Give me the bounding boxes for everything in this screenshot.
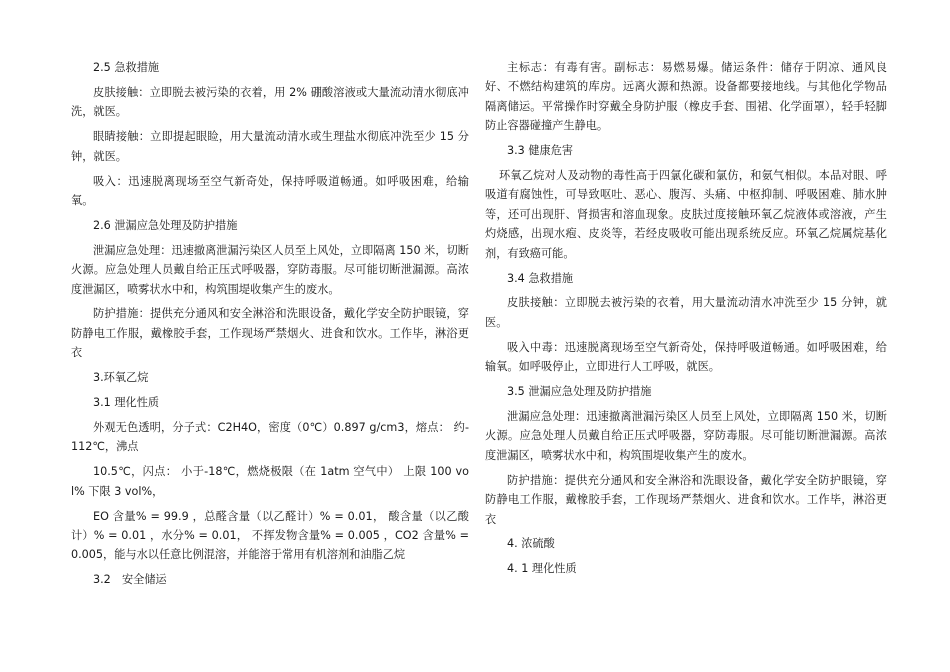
paragraph: 眼睛接触：立即提起眼睑，用大量流动清水或生理盐水彻底冲洗至少 15 分钟，就医。 bbox=[71, 130, 469, 163]
section-heading: 3.3 健康危害 bbox=[507, 144, 574, 158]
section-heading: 2.6 泄漏应急处理及防护措施 bbox=[93, 218, 238, 232]
section-heading: 4. 浓硫酸 bbox=[507, 537, 555, 551]
section-heading: 3.5 泄漏应急处理及防护措施 bbox=[507, 385, 652, 399]
paragraph: 主标志：有毒有害。副标志：易燃易爆。储运条件：储存于阴凉、通风良好、不燃结构建筑的库房。远离火源和热源。设备都要接地线。与其他化学物品隔离储运。平常操作时穿戴全身防护服（橡皮手套、围裙、化学面罩），轻手轻脚防止容器碰撞产生静电。 bbox=[485, 61, 887, 133]
paragraph: 防护措施：提供充分通风和安全淋浴和洗眼设备，戴化学安全防护眼镜，穿防静电工作服，戴橡胶手套，工作现场严禁烟火、进食和饮水。工作毕，淋浴更衣 bbox=[71, 307, 469, 360]
paragraph: 吸入：迅速脱离现场至空气新奇处，保持呼吸道畅通。如呼吸困难，给输氧。 bbox=[71, 174, 469, 207]
section-heading: 3.1 理化性质 bbox=[93, 396, 160, 410]
paragraph: 10.5℃，闪点： 小于-18℃，燃烧极限（在 1atm 空气中） 上限 100 vol% 下限 3 vol%， bbox=[71, 465, 469, 498]
section-heading: 3.环氧乙烷 bbox=[93, 371, 149, 385]
paragraph: 防护措施：提供充分通风和安全淋浴和洗眼设备，戴化学安全防护眼镜，穿防静电工作服，戴橡胶手套，工作现场严禁烟火、进食和饮水。工作毕，淋浴更衣 bbox=[485, 473, 887, 526]
paragraph: 外观无色透明，分子式：C2H4O，密度（0℃）0.897 g/cm3，熔点： 约-112℃，沸点 bbox=[71, 421, 469, 454]
section-heading: 2.5 急救措施 bbox=[93, 61, 160, 74]
paragraph: 皮肤接触：立即脱去被污染的衣着，用 2% 硼酸溶液或大量流动清水彻底冲洗，就医。 bbox=[71, 85, 469, 119]
paragraph: 泄漏应急处理：迅速撤离泄漏污染区人员至上风处，立即隔离 150 米，切断火源。应急处理人员戴自给正压式呼吸器，穿防毒服。尽可能切断泄漏源。高浓度泄漏区，喷雾状水中和，构筑围堤收集产生的废水。 bbox=[485, 410, 887, 462]
section-heading: 3.4 急救措施 bbox=[507, 271, 574, 285]
paragraph: 泄漏应急处理：迅速撤离泄漏污染区人员至上风处，立即隔离 150 米，切断火源。应急处理人员戴自给正压式呼吸器，穿防毒服。尽可能切断泄漏源。高浓度泄漏区，喷雾状水中和，构筑围堤收集产生的废水。 bbox=[71, 243, 469, 296]
section-heading: 3.2 安全储运 bbox=[93, 573, 167, 587]
section-heading: 4. 1 理化性质 bbox=[507, 562, 577, 576]
paragraph: EO 含量% = 99.9 ，总醛含量（以乙醛计）% = 0.01， 酸含量（以乙酸计）% = 0.01 ，水分% = 0.01， 不挥发物含量% = 0.005 ，CO2 含量% = 0.005，能与水以任意比例混溶，并能溶于常用有机溶剂和油脂乙烷 bbox=[71, 509, 469, 562]
paragraph: 吸入中毒：迅速脱离现场至空气新奇处，保持呼吸道畅通。如呼吸困难，给输氧。如呼吸停止，立即进行人工呼吸，就医。 bbox=[485, 340, 887, 374]
paragraph: 皮肤接触：立即脱去被污染的衣着，用大量流动清水冲洗至少 15 分钟，就医。 bbox=[485, 296, 887, 329]
paragraph: 环氧乙烷对人及动物的毒性高于四氯化碳和氯仿，和氨气相似。本品对眼、呼吸道有腐蚀性，可导致呕吐、恶心、腹泻、头痛、中枢抑制、呼吸困难、肺水肿等，还可出现肝、肾损害和溶血现象。皮肤过度接触环氧乙烷液体或溶液，产生灼烧感，出现水疱、皮炎等，若经皮吸收可能出现系统反应。环氧乙烷属烷基化剂，有致癌可能。 bbox=[485, 169, 887, 260]
right-column bbox=[485, 58, 887, 584]
left-column bbox=[71, 58, 469, 595]
